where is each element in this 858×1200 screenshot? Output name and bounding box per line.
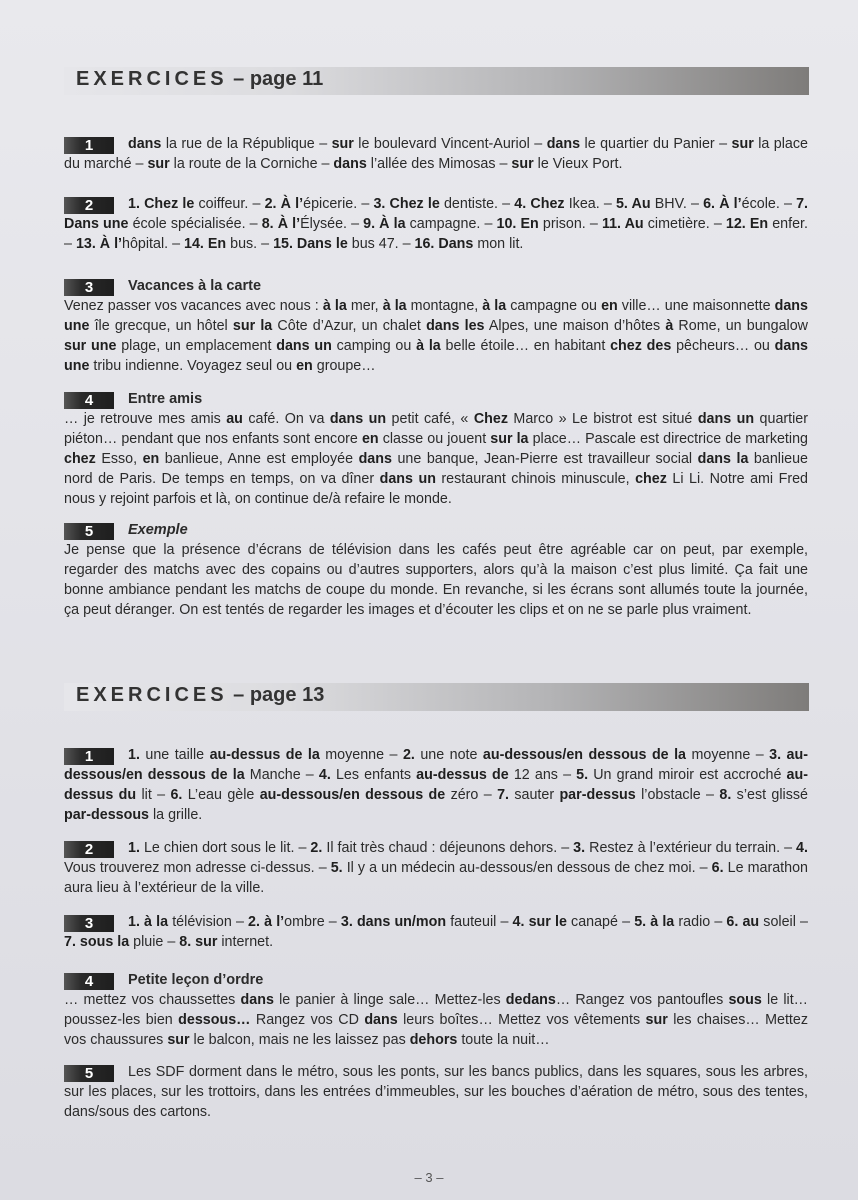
exercise-title: Petite leçon d’ordre — [128, 972, 264, 988]
exercise-answer-text: dans la rue de la République – sur le boulevard Vincent-Auriol – dans le quartier du Panier – sur la place du marché – sur la route de la Corniche – dans l’allée des Mimosas – sur le Vieux Port. — [64, 136, 808, 172]
exercise — [64, 1062, 808, 1122]
exercise-answer-text: 1. Chez le coiffeur. – 2. À l’épicerie. – 3. Chez le dentiste. – 4. Chez Ikea. – 5. Au BHV. – 6. À l’école. – 7. Dans une école spécialisée. – 8. À l’Élysée. – 9. À la campagne. – 10. En prison. – 11. Au cimetière. – 12. En enfer. – 13. À l’hôpital. – 14. En bus. – 15. Dans le bus 47. – 16. Dans mon lit. — [64, 196, 809, 252]
exercise-title: Exemple — [128, 522, 188, 538]
exercise — [64, 745, 808, 825]
exercise-number-badge: 4 — [64, 392, 114, 409]
section-title: EXERCICES – page 11 — [76, 68, 324, 90]
exercise — [64, 134, 808, 174]
exercise-number-badge: 5 — [64, 523, 114, 540]
exercise-number-badge: 2 — [64, 841, 114, 858]
exercise-answer-text: 1. une taille au-dessus de la moyenne – 2. une note au-dessous/en dessous de la moyenne – 3. au-dessous/en dessous de la Manche – 4. Les enfants au-dessus de 12 ans – 5. Un grand miroir est accroché au-dessus du lit – 6. L’eau gèle au-dessous/en dessous de zéro – 7. sauter par-dessus l’obstacle – 8. s’est glissé par-dessous la grille. — [64, 747, 808, 823]
exercise-number-badge: 1 — [64, 748, 114, 765]
exercise-title: Entre amis — [128, 391, 203, 407]
exercise — [64, 838, 808, 898]
section-title: EXERCICES – page 13 — [76, 684, 325, 706]
exercise-title: Vacances à la carte — [128, 278, 262, 294]
exercise-answer-text: Je pense que la présence d’écrans de télévision dans les cafés peut être agréable car on peut, par exemple, regarder des matchs avec des copains ou d’autres supporters, alors qu’à la maison c’est plus limité. Ça fait une bonne ambiance pendant les matchs de coupe du monde. En revanche, si les écrans sont allumés toute la journée, ça peut déranger. On est tentés de regarder les images et d’écouter les clips et on ne se parle plus vraiment. — [64, 542, 808, 618]
exercise-number-badge: 4 — [64, 973, 114, 990]
exercise-answer-text: 1. à la télévision – 2. à l’ombre – 3. dans un/mon fauteuil – 4. sur le canapé – 5. à la radio – 6. au soleil – 7. sous la pluie – 8. sur internet. — [64, 914, 808, 950]
exercise-answer-text: … mettez vos chaussettes dans le panier à linge sale… Mettez-les dedans… Rangez vos pantoufles sous le lit… poussez-les bien dessous… Rangez vos CD dans leurs boîtes… Mettez vos vêtements sur les chaises… Mettez vos chaussures sur le balcon, mais ne les laissez pas dehors toute la nuit… — [64, 992, 808, 1048]
exercise — [64, 912, 808, 952]
section-header-page-13 — [64, 683, 809, 711]
exercise-number-badge: 3 — [64, 915, 114, 932]
exercise-answer-text: 1. Le chien dort sous le lit. – 2. Il fait très chaud : déjeunons dehors. – 3. Restez à l’extérieur du terrain. – 4. Vous trouverez mon adresse ci-dessus. – 5. Il y a un médecin au-dessous/en dessous de chez moi. – 6. Le marathon aura lieu à l’extérieur de la ville. — [64, 840, 808, 896]
section-header-page-11 — [64, 67, 809, 95]
exercise — [64, 389, 808, 509]
exercise-number-badge: 1 — [64, 137, 114, 154]
exercise — [64, 194, 808, 254]
exercise — [64, 276, 808, 376]
exercise-number-badge: 2 — [64, 197, 114, 214]
exercise — [64, 520, 808, 620]
exercise-number-badge: 3 — [64, 279, 114, 296]
page-number: – 3 – — [414, 1170, 444, 1185]
exercise-answer-text: … je retrouve mes amis au café. On va dans un petit café, « Chez Marco » Le bistrot est situé dans un quartier piéton… pendant que nos enfants sont encore en classe ou jouent sur la place… Pascale est directrice de marketing chez Esso, en banlieue, Anne est employée dans une banque, Jean-Pierre est travailleur social dans la banlieue nord de Paris. De temps en temps, on va dîner dans un restaurant chinois minuscule, chez Li Li. Notre ami Fred nous y rejoint parfois et là, on continue de/à refaire le monde. — [64, 411, 809, 507]
exercise-answer-text: Venez passer vos vacances avec nous : à la mer, à la montagne, à la campagne ou en ville… une maisonnette dans une île grecque, un hôtel sur la Côte d’Azur, un chalet dans les Alpes, une maison d’hôtes à Rome, un bungalow sur une plage, un emplacement dans un camping ou à la belle étoile… en habitant chez des pêcheurs… ou dans une tribu indienne. Voyagez seul ou en groupe… — [64, 298, 809, 374]
exercise-number-badge: 5 — [64, 1065, 114, 1082]
exercise-answer-text: Les SDF dorment dans le métro, sous les ponts, sur les bancs publics, dans les squares, sous les arbres, sur les places, sur les trottoirs, dans les entrées d’immeubles, sur les bouches d’aération de métro, sous des tentes, dans/sous des cartons. — [64, 1064, 808, 1120]
exercise — [64, 970, 808, 1050]
